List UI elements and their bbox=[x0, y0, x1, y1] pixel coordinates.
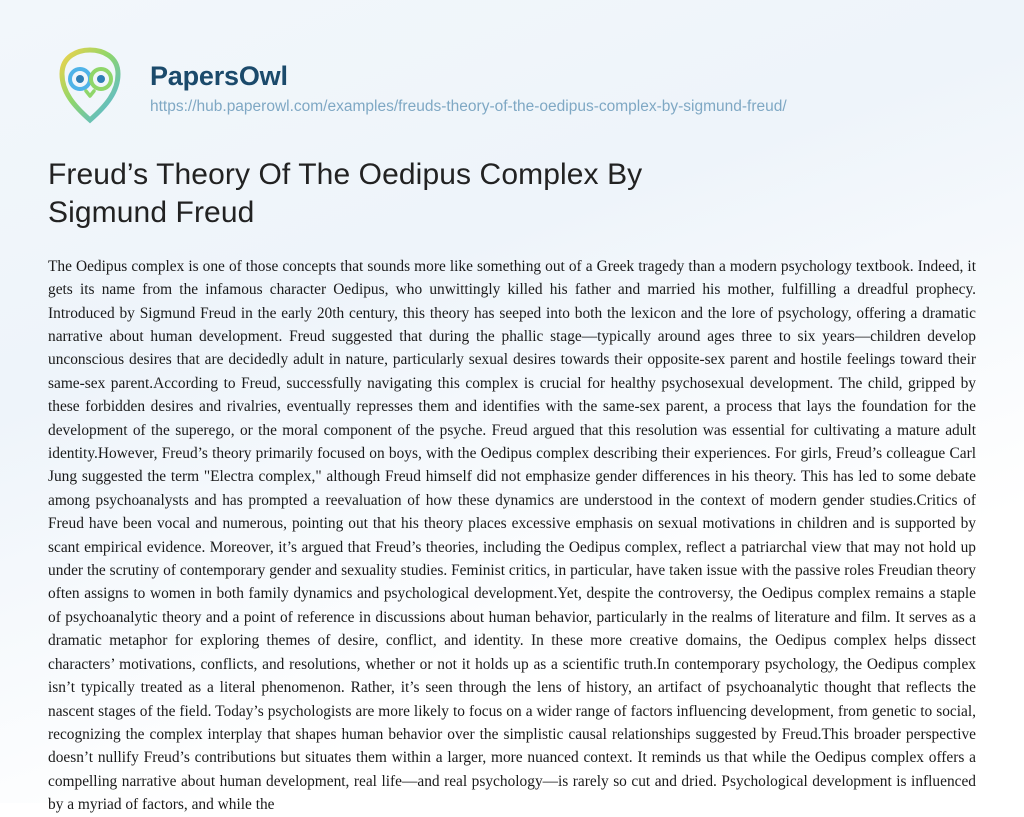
article-content bbox=[0, 128, 1024, 817]
page-title: Freud’s Theory Of The Oedipus Complex By Sigmund Freud bbox=[48, 158, 643, 230]
site-header bbox=[0, 0, 1024, 128]
article-body: The Oedipus complex is one of those concepts that sounds more like something out of a Greek tragedy than a modern psychology textbook. Indeed, it gets its name from the infamous character Oedipus, who unwittingly killed his father and married his mother, fulfilling a dreadful prophecy. Introduced by Sigmund Freud in the early 20th century, this theory has seeped into both the lexicon and the lore of psychology, offering a dramatic narrative about human development. Freud suggested that during the phallic stage—typically around ages three to six years—children develop unconscious desires that are decidedly adult in nature, particularly sexual desires towards their opposite-sex parent and hostile feelings toward their same-sex parent.According to Freud, successfully navigating this complex is crucial for healthy psychosexual development. The child, gripped by these forbidden desires and rivalries, eventually represses them and identifies with the same-sex parent, a process that lays the foundation for the development of the superego, or the moral component of the psyche. Freud argued that this resolution was essential for cultivating a mature adult identity.However, Freud’s theory primarily focused on boys, with the Oedipus complex describing their experiences. For girls, Freud’s colleague Carl Jung suggested the term "Electra complex," although Freud himself did not emphasize gender differences in his theory. This has led to some debate among psychoanalysts and has prompted a reevaluation of how these dynamics are understood in the context of modern gender studies.Critics of Freud have been vocal and numerous, pointing out that his theory places excessive emphasis on sexual motivations in children and is supported by scant empirical evidence. Moreover, it’s argued that Freud’s theories, including the Oedipus complex, reflect a patriarchal view that may not hold up under the scrutiny of contemporary gender and sexuality studies. Feminist critics, in particular, have taken issue with the passive roles Freudian theory often assigns to women in both family dynamics and psychological development.Yet, despite the controversy, the Oedipus complex remains a staple of psychoanalytic theory and a point of reference in discussions about human behavior, particularly in the realms of literature and film. It serves as a dramatic metaphor for exploring themes of desire, conflict, and identity. In these more creative domains, the Oedipus complex helps dissect characters’ motivations, conflicts, and resolutions, whether or not it holds up as a scientific truth.In contemporary psychology, the Oedipus complex isn’t typically treated as a literal phenomenon. Rather, it’s seen through the lens of history, an artifact of psychoanalytic thought that reflects the nascent stages of the field. Today’s psychologists are more likely to focus on a wider range of factors influencing development, from genetic to social, recognizing the complex interplay that shapes human behavior over the simplistic causal relationships suggested by Freud.This broader perspective doesn’t nullify Freud’s contributions but situates them within a larger, more nuanced context. It reminds us that while the Oedipus complex offers a compelling narrative about human development, real life—and real psychology—is rarely so cut and dried. Psychological development is influenced by a myriad of factors, and while the bbox=[48, 257, 976, 814]
brand-name: PapersOwl bbox=[150, 61, 288, 91]
brand-block bbox=[150, 44, 787, 118]
source-url[interactable]: https://hub.paperowl.com/examples/freuds-theory-of-the-oedipus-complex-by-sigmund-freud/ bbox=[150, 97, 787, 115]
owl-logo-icon bbox=[48, 44, 132, 128]
